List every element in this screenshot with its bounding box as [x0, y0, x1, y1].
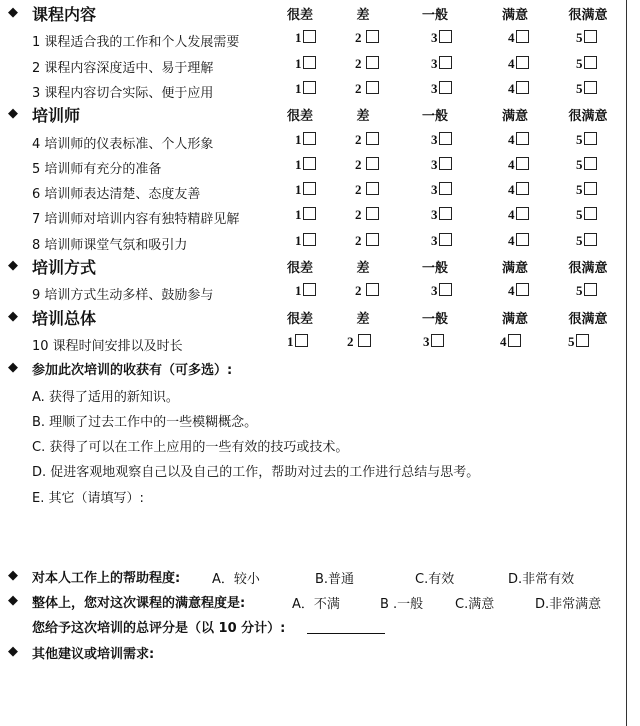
rating-checkbox[interactable]: [439, 81, 452, 94]
rating-number: 4: [508, 131, 515, 147]
rating-number: 3: [423, 333, 430, 349]
rating-checkbox[interactable]: [516, 283, 529, 296]
scale-header: 很差: [286, 311, 314, 327]
rating-option[interactable]: [576, 132, 597, 148]
question-row: [0, 204, 626, 228]
rating-option[interactable]: [508, 132, 529, 148]
scale-header: 差: [356, 8, 370, 23]
rating-option[interactable]: [287, 334, 308, 350]
rating-option[interactable]: [508, 283, 529, 299]
rating-option[interactable]: [423, 334, 444, 350]
rating-number: 4: [508, 182, 515, 198]
scale-header: 一般: [421, 8, 449, 23]
rating-option[interactable]: [295, 132, 316, 148]
rating-checkbox[interactable]: [366, 233, 379, 246]
rating-number: 5: [576, 283, 583, 299]
rating-option[interactable]: [355, 283, 379, 299]
rating-number: 2: [355, 232, 362, 248]
rating-option[interactable]: [508, 182, 529, 198]
rating-number: 3: [431, 131, 438, 147]
question-label: 10 课程时间安排以及时长: [32, 338, 183, 354]
rating-number: 2: [355, 156, 362, 172]
scale-header: 一般: [421, 311, 449, 327]
rating-checkbox[interactable]: [439, 182, 452, 195]
rating-checkbox[interactable]: [439, 283, 452, 296]
rating-option[interactable]: [576, 233, 597, 249]
rating-option[interactable]: [431, 81, 452, 97]
gain-option-label: D. 促进客观地观察自己以及自己的工作，帮助对过去的工作进行总结与思考。: [32, 465, 480, 481]
rating-checkbox[interactable]: [366, 132, 379, 145]
rating-number: 1: [295, 80, 302, 96]
rating-option[interactable]: [508, 81, 529, 97]
rating-number: 5: [576, 182, 583, 198]
question-label: 5 培训师有充分的准备: [32, 161, 162, 177]
question-row: [0, 27, 626, 51]
rating-checkbox[interactable]: [516, 207, 529, 220]
rating-number: 1: [295, 30, 302, 46]
rating-checkbox[interactable]: [584, 81, 597, 94]
help-option[interactable]: A．较小: [212, 572, 260, 587]
rating-option[interactable]: [576, 81, 597, 97]
scale-header: 一般: [421, 109, 449, 125]
scale-header: 差: [356, 311, 370, 327]
rating-number: 4: [508, 80, 515, 96]
rating-number: 4: [508, 207, 515, 223]
question-row: [0, 78, 626, 102]
rating-option[interactable]: [295, 30, 316, 46]
rating-number: 3: [431, 232, 438, 248]
rating-checkbox[interactable]: [303, 283, 316, 296]
rating-number: 2: [355, 80, 362, 96]
rating-checkbox[interactable]: [366, 30, 379, 43]
question-label: 6 培训师表达清楚、态度友善: [32, 187, 201, 203]
help-title: 对本人工作上的帮助程度:: [32, 571, 181, 586]
scale-header: 满意: [501, 8, 529, 23]
section-title: 培训总体: [32, 308, 97, 328]
rating-option[interactable]: [508, 207, 529, 223]
rating-checkbox[interactable]: [584, 30, 597, 43]
rating-number: 3: [431, 283, 438, 299]
scale-header: 满意: [501, 109, 529, 125]
overall-title: 整体上，您对这次课程的满意程度是:: [32, 596, 246, 611]
rating-option[interactable]: [500, 334, 521, 350]
rating-checkbox[interactable]: [516, 30, 529, 43]
rating-option[interactable]: [508, 56, 529, 72]
gain-option[interactable]: [0, 483, 626, 507]
rating-checkbox[interactable]: [516, 132, 529, 145]
rating-option[interactable]: [576, 283, 597, 299]
question-row: [0, 129, 626, 153]
overall-option[interactable]: C.满意: [455, 597, 495, 612]
rating-option[interactable]: [431, 132, 452, 148]
bullet-diamond-icon: ◆: [8, 258, 18, 273]
rating-option[interactable]: [568, 334, 589, 350]
rating-number: 4: [500, 333, 507, 349]
rating-number: 2: [355, 207, 362, 223]
question-row: [0, 154, 626, 178]
question-row: [0, 53, 626, 77]
rating-number: 1: [295, 232, 302, 248]
rating-number: 5: [576, 80, 583, 96]
rating-checkbox[interactable]: [584, 233, 597, 246]
rating-number: 5: [568, 333, 575, 349]
rating-number: 3: [431, 156, 438, 172]
rating-checkbox[interactable]: [303, 132, 316, 145]
rating-checkbox[interactable]: [303, 30, 316, 43]
bullet-diamond-icon: ◆: [8, 308, 18, 324]
rating-option[interactable]: [576, 207, 597, 223]
rating-checkbox[interactable]: [439, 30, 452, 43]
section-title: 培训方式: [32, 258, 97, 277]
rating-checkbox[interactable]: [358, 334, 371, 347]
suggestions-title: 其他建议或培训需求:: [32, 647, 155, 662]
rating-checkbox[interactable]: [439, 132, 452, 145]
rating-checkbox[interactable]: [303, 207, 316, 220]
rating-number: 2: [355, 182, 362, 198]
question-label: 3 课程内容切合实际、便于应用: [32, 85, 214, 101]
help-option[interactable]: C.有效: [415, 572, 455, 587]
section-header-row: [0, 306, 626, 330]
rating-option[interactable]: [295, 56, 316, 72]
overall-option[interactable]: B .一般: [380, 597, 424, 612]
gain-option-label: B. 理顺了过去工作中的一些模糊概念。: [32, 414, 258, 430]
rating-option[interactable]: [431, 233, 452, 249]
overall-row: [0, 590, 626, 614]
bullet-diamond-icon: ◆: [8, 644, 18, 659]
score-row: [0, 615, 626, 639]
help-option[interactable]: D.非常有效: [508, 572, 575, 587]
bullet-diamond-icon: ◆: [8, 593, 18, 608]
scale-header: 差: [356, 109, 370, 125]
rating-checkbox[interactable]: [303, 157, 316, 170]
rating-checkbox[interactable]: [303, 182, 316, 195]
rating-number: 5: [576, 156, 583, 172]
score-label: 您给予这次培训的总评分是（以 10 分计）:: [32, 621, 286, 636]
rating-option[interactable]: [355, 30, 379, 46]
rating-number: 2: [355, 55, 362, 71]
rating-number: 1: [295, 131, 302, 147]
rating-number: 1: [287, 333, 294, 349]
question-row: [0, 280, 626, 304]
rating-option[interactable]: [355, 157, 379, 173]
rating-number: 2: [355, 283, 362, 299]
rating-option[interactable]: [295, 283, 316, 299]
rating-checkbox[interactable]: [584, 283, 597, 296]
rating-number: 1: [295, 55, 302, 71]
rating-option[interactable]: [355, 56, 379, 72]
rating-option[interactable]: [355, 182, 379, 198]
rating-number: 5: [576, 232, 583, 248]
rating-number: 3: [431, 55, 438, 71]
rating-option[interactable]: [347, 334, 371, 350]
question-label: 7 培训师对培训内容有独特精辟见解: [32, 212, 240, 228]
rating-option[interactable]: [431, 207, 452, 223]
scale-header: 很满意: [568, 109, 608, 125]
rating-option[interactable]: [431, 56, 452, 72]
scale-header: 很差: [286, 8, 314, 23]
gains-header-row: [0, 357, 626, 381]
rating-number: 3: [431, 182, 438, 198]
rating-number: 5: [576, 30, 583, 46]
rating-checkbox[interactable]: [584, 182, 597, 195]
gain-option[interactable]: [0, 457, 626, 481]
rating-option[interactable]: [576, 30, 597, 46]
section-header-row: [0, 103, 626, 127]
gain-option-label: C. 获得了可以在工作上应用的一些有效的技巧或技术。: [32, 440, 349, 456]
rating-checkbox[interactable]: [366, 56, 379, 69]
bullet-diamond-icon: ◆: [8, 5, 18, 20]
scale-header: 很差: [286, 109, 314, 125]
rating-option[interactable]: [508, 30, 529, 46]
rating-number: 4: [508, 30, 515, 46]
scale-header: 很差: [286, 261, 314, 276]
rating-option[interactable]: [355, 132, 379, 148]
question-row: [0, 179, 626, 203]
rating-number: 2: [347, 333, 354, 349]
rating-option[interactable]: [355, 81, 379, 97]
rating-checkbox[interactable]: [366, 81, 379, 94]
rating-checkbox[interactable]: [584, 157, 597, 170]
rating-number: 3: [431, 80, 438, 96]
bullet-diamond-icon: ◆: [8, 360, 18, 376]
overall-option[interactable]: D.非常满意: [535, 597, 602, 612]
scale-header: 满意: [501, 261, 529, 276]
section-title: 培训师: [32, 106, 81, 126]
rating-checkbox[interactable]: [439, 56, 452, 69]
rating-checkbox[interactable]: [584, 56, 597, 69]
rating-checkbox[interactable]: [584, 207, 597, 220]
rating-checkbox[interactable]: [584, 132, 597, 145]
rating-option[interactable]: [576, 56, 597, 72]
rating-number: 3: [431, 207, 438, 223]
scale-header: 很满意: [568, 311, 608, 327]
rating-number: 1: [295, 207, 302, 223]
rating-number: 1: [295, 283, 302, 299]
rating-checkbox[interactable]: [431, 334, 444, 347]
rating-checkbox[interactable]: [366, 283, 379, 296]
rating-option[interactable]: [295, 233, 316, 249]
rating-checkbox[interactable]: [366, 182, 379, 195]
question-label: 1 课程适合我的工作和个人发展需要: [32, 35, 240, 51]
gains-title: 参加此次培训的收获有（可多选）:: [32, 363, 233, 379]
rating-option[interactable]: [431, 30, 452, 46]
question-row: [0, 230, 626, 254]
rating-number: 1: [295, 182, 302, 198]
rating-number: 4: [508, 283, 515, 299]
rating-number: 2: [355, 131, 362, 147]
question-label: 2 课程内容深度适中、易于理解: [32, 60, 214, 76]
rating-option[interactable]: [508, 233, 529, 249]
gain-option-label: A. 获得了适用的新知识。: [32, 389, 179, 405]
bullet-diamond-icon: ◆: [8, 106, 18, 122]
gain-option-label: E. 其它（请填写）:: [32, 490, 144, 506]
scale-header: 很满意: [568, 8, 608, 23]
scale-header: 很满意: [568, 261, 608, 276]
rating-option[interactable]: [431, 182, 452, 198]
rating-checkbox[interactable]: [516, 56, 529, 69]
rating-number: 2: [355, 30, 362, 46]
rating-option[interactable]: [431, 283, 452, 299]
rating-checkbox[interactable]: [516, 233, 529, 246]
section-header-row: [0, 255, 626, 279]
question-label: 8 培训师课堂气氛和吸引力: [32, 237, 188, 253]
rating-option[interactable]: [431, 157, 452, 173]
rating-option[interactable]: [355, 233, 379, 249]
rating-number: 4: [508, 55, 515, 71]
rating-number: 4: [508, 232, 515, 248]
rating-checkbox[interactable]: [303, 81, 316, 94]
help-row: [0, 565, 626, 589]
gain-option[interactable]: [0, 382, 626, 406]
rating-checkbox[interactable]: [439, 233, 452, 246]
rating-option[interactable]: [508, 157, 529, 173]
rating-checkbox[interactable]: [516, 81, 529, 94]
rating-number: 1: [295, 156, 302, 172]
gain-option[interactable]: [0, 432, 626, 456]
question-label: 9 培训方式生动多样、鼓励参与: [32, 288, 214, 304]
question-label: 4 培训师的仪表标准、个人形象: [32, 136, 214, 152]
rating-option[interactable]: [295, 182, 316, 198]
rating-checkbox[interactable]: [516, 182, 529, 195]
overall-option[interactable]: A．不满: [292, 597, 340, 612]
score-input[interactable]: [307, 633, 385, 634]
rating-number: 5: [576, 55, 583, 71]
scale-header: 一般: [421, 261, 449, 276]
rating-option[interactable]: [295, 81, 316, 97]
scale-header: 差: [356, 261, 370, 276]
rating-checkbox[interactable]: [366, 157, 379, 170]
rating-option[interactable]: [355, 207, 379, 223]
rating-checkbox[interactable]: [303, 233, 316, 246]
rating-option[interactable]: [295, 207, 316, 223]
rating-checkbox[interactable]: [366, 207, 379, 220]
rating-number: 5: [576, 207, 583, 223]
rating-option[interactable]: [576, 182, 597, 198]
scale-header: 满意: [501, 311, 529, 327]
rating-number: 5: [576, 131, 583, 147]
rating-number: 3: [431, 30, 438, 46]
rating-number: 4: [508, 156, 515, 172]
question-row: [0, 331, 626, 355]
rating-option[interactable]: [295, 157, 316, 173]
page-border: [626, 0, 627, 726]
rating-checkbox[interactable]: [439, 207, 452, 220]
section-header-row: [0, 2, 626, 26]
gain-option[interactable]: [0, 407, 626, 431]
rating-checkbox[interactable]: [516, 157, 529, 170]
bullet-diamond-icon: ◆: [8, 568, 18, 583]
rating-checkbox[interactable]: [439, 157, 452, 170]
section-title: 课程内容: [32, 5, 97, 24]
rating-checkbox[interactable]: [303, 56, 316, 69]
rating-option[interactable]: [576, 157, 597, 173]
rating-checkbox[interactable]: [295, 334, 308, 347]
rating-checkbox[interactable]: [508, 334, 521, 347]
suggestions-row: [0, 641, 626, 665]
rating-checkbox[interactable]: [576, 334, 589, 347]
help-option[interactable]: B.普通: [315, 572, 355, 587]
